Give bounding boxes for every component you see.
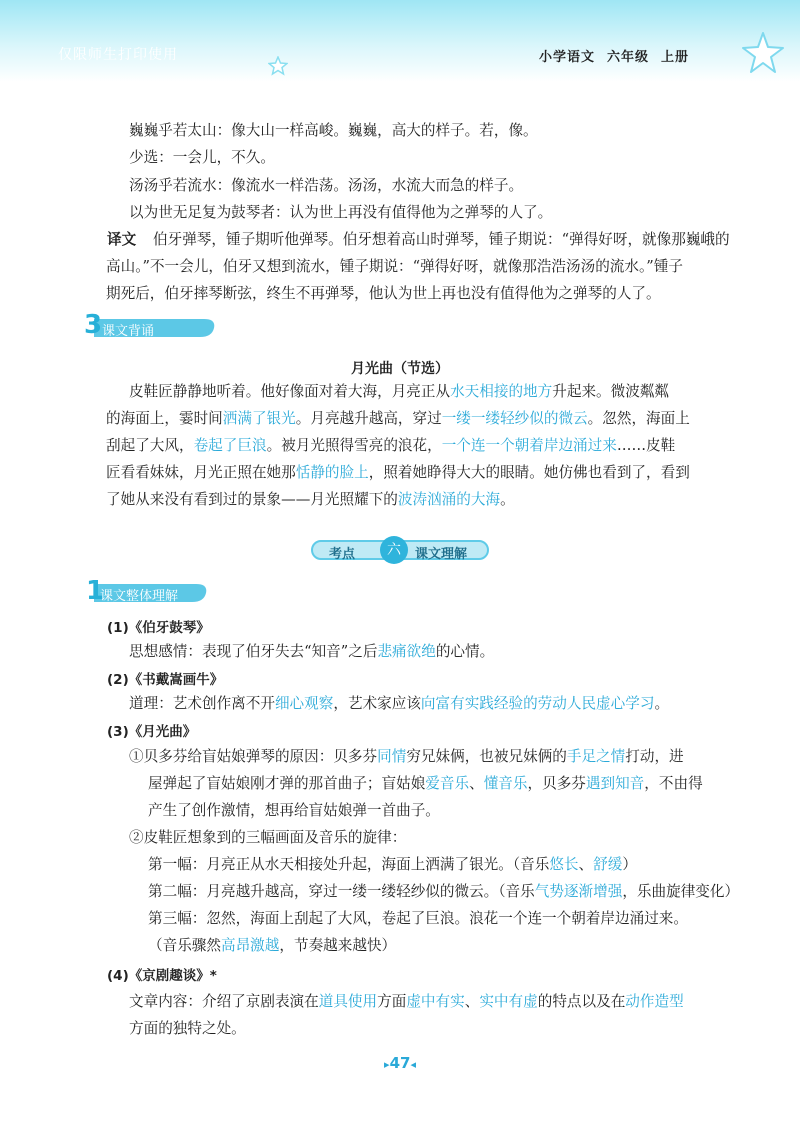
translation-line: 伯牙弹琴，锺子期听他弹琴。伯牙想着高山时弹琴，锺子期说：“弹得好呀，就像那巍峨的: [153, 231, 730, 248]
highlight: 一个连一个朝着岸边涌过来: [441, 437, 617, 454]
highlight: 洒满了银光: [222, 410, 296, 427]
highlight: 爱音乐: [425, 775, 470, 792]
small-star-icon: [268, 56, 288, 76]
page-number: [0, 1054, 800, 1072]
section-title: 课文背诵: [102, 324, 155, 339]
section-title: 课文整体理解: [100, 589, 179, 604]
text: 穷兄妹俩，也被兄妹俩的: [406, 748, 567, 765]
left-arrow-icon: ▸: [384, 1058, 390, 1071]
highlight: 水天相接的地方: [450, 383, 553, 400]
translation-line: 期死后，伯牙摔琴断弦，终生不再弹琴，他认为世上再也没有值得他为之弹琴的人了。: [106, 285, 661, 302]
translation-line: 高山。”不一会儿，伯牙又想到流水，锺子期说：“弹得好呀，就像那浩浩汤汤的流水。”锺子: [106, 258, 683, 275]
text: ，贝多芬: [527, 775, 586, 792]
text: （音乐骤然: [148, 937, 221, 954]
highlight: 向富有实践经验的劳动人民虚心学习: [420, 695, 655, 712]
text: ，艺术家应该: [333, 695, 421, 712]
highlight: 道具使用: [318, 993, 378, 1010]
note-line: 巍巍乎若太山：像大山一样高峻。巍巍，高大的样子。若，像。: [129, 122, 538, 139]
text: 。忽然，海面上: [587, 410, 690, 427]
kaodian-banner: [311, 536, 489, 564]
answer-line: [148, 774, 703, 794]
text: 的海面上，霎时间: [106, 410, 223, 427]
text: 皮鞋匠静静地听着。他好像面对着大海，月亮正从: [129, 383, 451, 400]
highlight: 高昂激越: [220, 937, 280, 954]
text: 打动，进: [625, 748, 684, 765]
star-icon: [740, 30, 786, 76]
answer-line: ②皮鞋匠想象到的三幅画面及音乐的旋律：: [129, 829, 407, 846]
answer-line: [148, 936, 396, 956]
sub-heading: (1)《伯牙鼓琴》: [107, 620, 210, 636]
answer-line: [129, 992, 684, 1012]
text: 、: [469, 775, 484, 792]
highlight: 同情: [377, 748, 407, 765]
note-line: 汤汤乎若流水：像流水一样浩荡。汤汤，水流大而急的样子。: [129, 177, 524, 194]
header-band: [0, 0, 800, 82]
subject: 小学语文: [539, 50, 596, 65]
passage-line: [106, 409, 690, 429]
passage-line: [106, 463, 690, 483]
text: 文章内容：介绍了京剧表演在: [129, 993, 319, 1010]
text: 方面: [377, 993, 407, 1010]
sub-heading: (3)《月光曲》: [107, 724, 197, 740]
highlight: 一缕一缕轻纱似的微云: [441, 410, 588, 427]
text: 匠看看妹妹，月光正照在她那: [106, 464, 296, 481]
text: ）: [622, 856, 637, 873]
passage-line: [106, 436, 675, 456]
highlight: 卷起了巨浪: [193, 437, 267, 454]
text: 第一幅：月亮正从水天相接处升起，海面上洒满了银光。（音乐: [148, 856, 550, 873]
passage-line: [106, 490, 515, 510]
text: ……皮鞋: [616, 437, 676, 454]
highlight: 遇到知音: [585, 775, 645, 792]
highlight: 实中有虚: [479, 993, 538, 1010]
text: 。被月光照得雪亮的浪花，: [266, 437, 442, 454]
text: 第二幅：月亮越升越高，穿过一缕一缕轻纱似的微云。（音乐: [148, 883, 535, 900]
watermark: 仅限师生打印使用: [58, 47, 178, 63]
kaodian-right: 课文理解: [415, 547, 468, 562]
highlight: 舒缓: [593, 856, 623, 873]
highlight: 动作造型: [625, 993, 684, 1010]
text: 思想感情：表现了伯牙失去“知音”之后: [129, 643, 378, 660]
text: ，乐曲旋律变化）: [622, 883, 740, 900]
text: 。: [500, 491, 515, 508]
highlight: 虚中有实: [406, 993, 465, 1010]
translation-label: 译文: [107, 231, 137, 248]
highlight: 手足之情: [566, 748, 626, 765]
text: ，不由得: [644, 775, 703, 792]
text: 。月亮越升越高，穿过: [295, 410, 442, 427]
highlight: 懂音乐: [483, 775, 528, 792]
answer-line: 第三幅：忽然，海面上刮起了大风，卷起了巨浪。浪花一个连一个朝着岸边涌过来。: [148, 910, 688, 927]
answer-line: 方面的独特之处。: [129, 1020, 246, 1037]
text: 。: [654, 695, 670, 712]
answer-line: [148, 855, 637, 875]
highlight: 气势逐渐增强: [534, 883, 623, 900]
sub-heading: (2)《书戴嵩画牛》: [107, 672, 224, 688]
kaodian-left: 考点: [329, 547, 356, 562]
book-info: [539, 46, 701, 65]
highlight: 悠长: [549, 856, 579, 873]
text: 、: [464, 993, 480, 1010]
text: 了她从来没有看到过的景象——月光照耀下的: [106, 491, 398, 508]
kaodian-number: 六: [380, 536, 408, 564]
text: 道理：艺术创作离不开: [129, 695, 275, 712]
text: 的心情。: [435, 643, 495, 660]
poem-title: 月光曲（节选）: [351, 361, 449, 377]
grade: 六年级: [607, 50, 650, 65]
text: ①贝多芬给盲姑娘弹琴的原因：贝多芬: [129, 748, 378, 765]
note-line: 少选：一会儿，不久。: [129, 149, 275, 166]
answer-line: 产生了创作激情，想再给盲姑娘弹一首曲子。: [148, 802, 440, 819]
answer-line: [129, 642, 494, 662]
text: 升起来。微波粼粼: [552, 383, 670, 400]
sub-heading: (4)《京剧趣谈》*: [107, 968, 217, 984]
right-arrow-icon: ◂: [410, 1058, 416, 1071]
text: 屋弹起了盲姑娘刚才弹的那首曲子；盲姑娘: [148, 775, 426, 792]
answer-line: [129, 694, 669, 714]
section-number: 3: [84, 310, 103, 340]
highlight: 恬静的脸上: [295, 464, 369, 481]
text: ，节奏越来越快）: [279, 937, 397, 954]
text: 的特点以及在: [537, 993, 626, 1010]
text: 、: [578, 856, 594, 873]
volume: 上册: [661, 50, 690, 65]
section-number: 1: [86, 576, 105, 606]
answer-line: [148, 882, 739, 902]
page-number-text: 47: [389, 1054, 411, 1072]
note-line: 以为世无足复为鼓琴者：认为世上再没有值得他为之弹琴的人了。: [129, 204, 553, 221]
highlight: 悲痛欲绝: [377, 643, 436, 660]
answer-line: [129, 747, 684, 767]
highlight: 波涛汹涌的大海: [397, 491, 501, 508]
passage-line: [129, 382, 669, 402]
text: 刮起了大风，: [106, 437, 194, 454]
highlight: 细心观察: [274, 695, 334, 712]
text: ，照着她睁得大大的眼睛。她仿佛也看到了，看到: [368, 464, 690, 481]
